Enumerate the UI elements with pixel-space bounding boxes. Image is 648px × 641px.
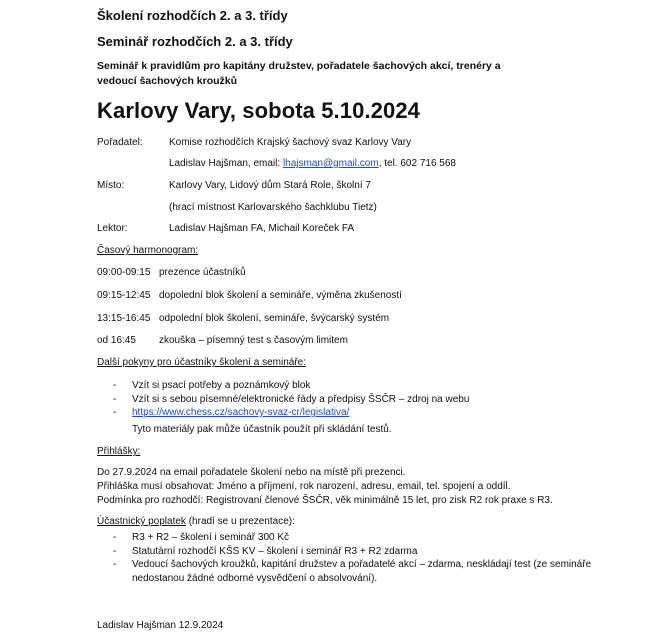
list-item: - R3 + R2 – školení i seminář 300 Kč [113, 531, 592, 545]
contact-prefix: Ladislav Hajšman, email: [169, 158, 283, 169]
schedule-text: dopolední blok školení a semináře, výměna zkušeností [159, 290, 402, 301]
registration-heading: Přihlášky: [97, 446, 141, 457]
fee-heading-note: (hradí se u prezentace): [185, 516, 295, 527]
schedule-text: prezence účastníků [159, 267, 246, 278]
schedule-time: od 16:45 [97, 335, 136, 346]
signature: Ladislav Hajšman 12.9.2024 [97, 620, 224, 631]
contact-email-link[interactable]: lhajsman@gmail.com [282, 158, 379, 169]
place-label: Místo: [97, 180, 125, 191]
legislation-link[interactable]: https://www.chess.cz/sachovy-svaz-cr/legislativa/ [132, 407, 350, 418]
list-item: - Vedoucí šachových kroužků, kapitání družstev a pořadatelé akcí – zdarma, neskládají test (ze semináře nedostanou žádné odborné vysvědčení o absolvování). [113, 558, 592, 585]
registration-line: Přihláška musí obsahovat: Jméno a příjmení, rok narození, adresu, email, tel. spojení a oddíl. [97, 481, 511, 492]
instructions-heading: Další pokyny pro účastníky školení a semináře: [97, 357, 306, 368]
instructions-list [113, 379, 469, 420]
doc-headline: Karlovy Vary, sobota 5.10.2024 [97, 98, 420, 123]
lector-row [97, 223, 354, 234]
list-item: - Vzít si s sebou písemné/elektronické řády a předpisy ŠSČR – zdroj na webu [113, 393, 469, 407]
schedule-row [97, 335, 348, 346]
fee-heading-row [97, 516, 295, 527]
schedule-text: zkouška – písemný test s časovým limitem [159, 335, 348, 346]
schedule-row [97, 267, 246, 278]
schedule-time: 09:00-09:15 [97, 267, 151, 278]
schedule-row [97, 290, 402, 301]
doc-title-seminar: Seminář rozhodčích 2. a 3. třídy [97, 34, 293, 49]
schedule-text: odpolední blok školení, semináře, švýcarský systém [159, 313, 390, 324]
organizer-label: Pořadatel: [97, 137, 143, 148]
link-note: Tyto materiály pak může účastník použít při skládání testů. [132, 424, 392, 435]
place-note: (hrací místnost Karlovarského šachklubu Tietz) [169, 202, 377, 213]
doc-title-training: Školení rozhodčích 2. a 3. třídy [97, 8, 288, 23]
schedule-heading: Časový harmonogram: [97, 245, 199, 256]
doc-subtitle: Seminář k pravidlům pro kapitány družstev, pořadatele šachových akcí, trenéry a vedoucí šachových kroužků [97, 60, 501, 87]
fee-list [113, 531, 592, 585]
list-item: - Statutární rozhodčí KŠS KV – školení i seminář R3 + R2 zdarma [113, 545, 592, 559]
contact-suffix: , tel. 602 716 568 [378, 158, 456, 169]
contact-row [169, 158, 456, 169]
schedule-row [97, 313, 389, 324]
organizer-value: Komise rozhodčích Krajský šachový svaz Karlovy Vary [169, 137, 412, 148]
lector-value: Ladislav Hajšman FA, Michail Koreček FA [169, 223, 355, 234]
place-row [97, 180, 371, 191]
list-item: - Vzít si psací potřeby a poznámkový blok [113, 379, 469, 393]
schedule-time: 13:15-16:45 [97, 313, 151, 324]
registration-line: Podmínka pro rozhodčí: Registrovaní členové ŠSČR, věk minimálně 15 let, pro zisk R2 rok praxe s R3. [97, 495, 553, 506]
lector-label: Lektor: [97, 223, 128, 234]
place-value: Karlovy Vary, Lidový dům Stará Role, školní 7 [169, 180, 371, 191]
list-item [113, 406, 469, 420]
fee-heading: Účastnický poplatek [97, 516, 186, 527]
organizer-row [97, 137, 411, 148]
schedule-time: 09:15-12:45 [97, 290, 151, 301]
registration-line: Do 27.9.2024 na email pořadatele školení nebo na místě při prezenci. [97, 467, 406, 478]
